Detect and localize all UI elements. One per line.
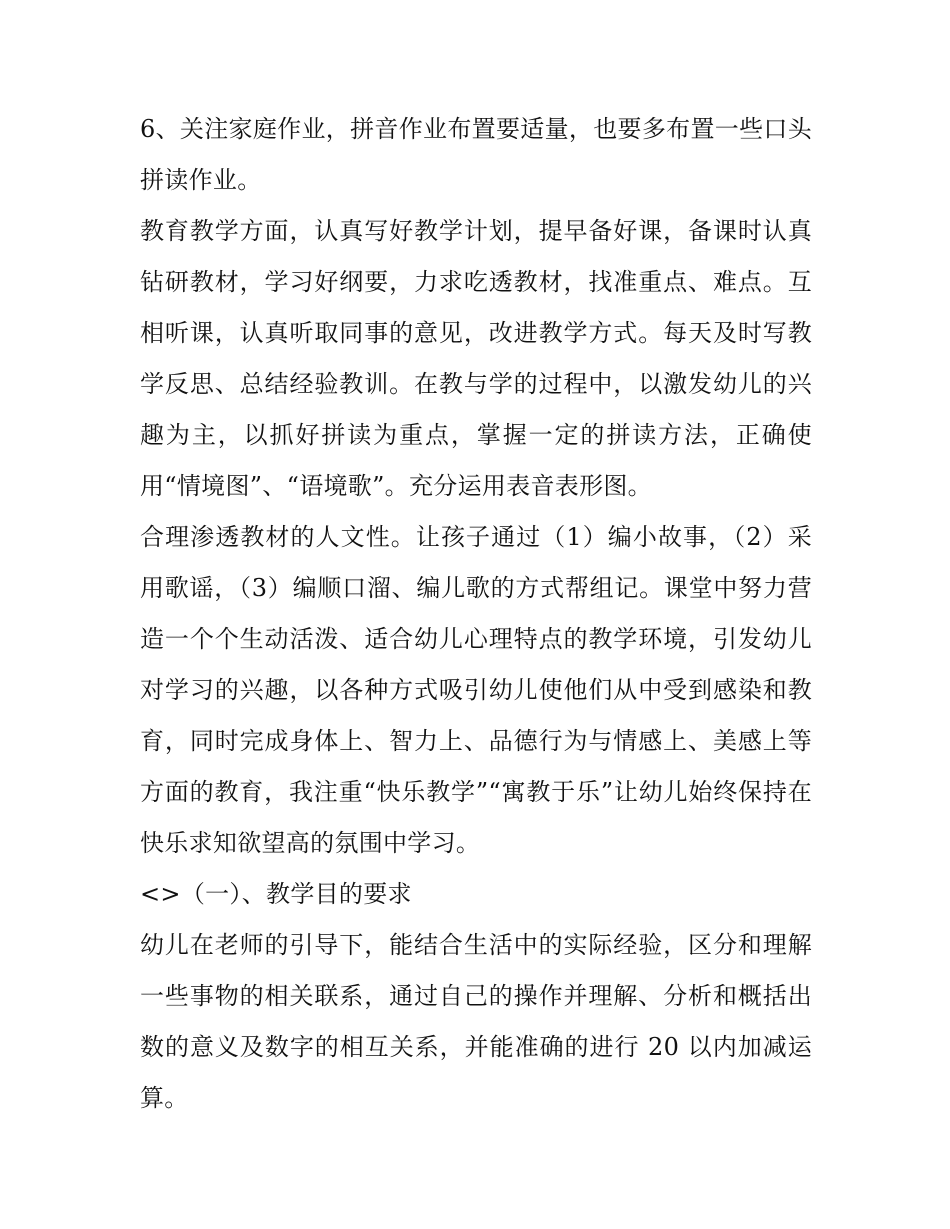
paragraph-humanistic: 合理渗透教材的人文性。让孩子通过（1）编小故事，（2）采用歌谣，（3）编顺口溜、编儿歌的方式帮组记。课堂中努力营造一个个生动活泼、适合幼儿心理特点的教学环境，引发幼儿对学习的兴趣，以各种方式吸引幼儿使他们从中受到感染和教育，同时完成身体上、智力上、品德行为与情感上、美感上等方面的教育，我注重“快乐教学”“寓教于乐”让幼儿始终保持在快乐求知欲望高的氛围中学习。 (140, 523, 812, 857)
paragraph-math-goals: 幼儿在老师的引导下，能结合生活中的实际经验，区分和理解一些事物的相关联系，通过自己的操作并理解、分析和概括出数的意义及数字的相互关系，并能准确的进行 20 以内加减运算。 (140, 931, 812, 1112)
paragraph-teaching: 教育教学方面，认真写好教学计划，提早备好课，备课时认真钻研教材，学习好纲要，力求吃透教材，找准重点、难点。互相听课，认真听取同事的意见，改进教学方式。每天及时写教学反思、总结经验教训。在教与学的过程中，以激发幼儿的兴趣为主，以抓好拼读为重点，掌握一定的拼读方法，正确使用“情境图”、“语境歌”。充分运用表音表形图。 (140, 217, 812, 500)
paragraph-homework: 6、关注家庭作业，拼音作业布置要适量，也要多布置一些口头拼读作业。 (140, 115, 812, 194)
section-heading: <>（一）、教学目的要求 (140, 880, 412, 908)
document-body (140, 104, 812, 1124)
